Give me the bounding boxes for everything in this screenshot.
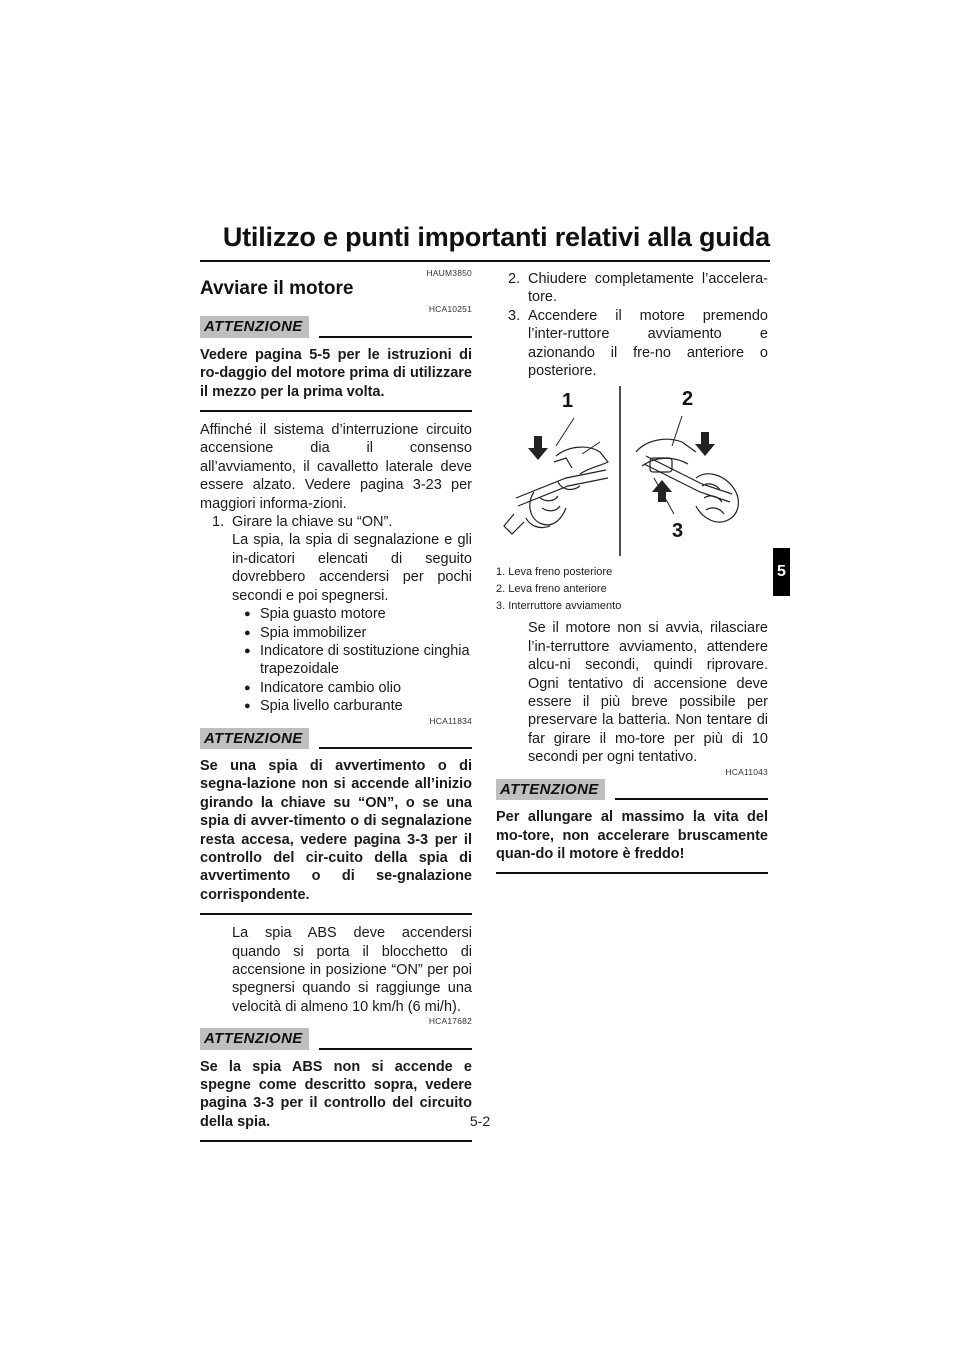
list-item <box>244 697 472 715</box>
list-item-text: Spia guasto motore <box>260 606 386 623</box>
list-item <box>244 642 472 679</box>
step-text: Chiudere completamente l’accelera-tore. <box>528 271 768 306</box>
step-text: Girare la chiave su “ON”. <box>232 514 393 531</box>
list-item-text: Indicatore cambio olio <box>260 679 402 696</box>
bullet-icon: ● <box>244 644 251 657</box>
hand-levers-drawing <box>496 386 768 562</box>
caution-rule <box>615 798 768 800</box>
step-text: Accendere il motore premendo l’inter-ruttore avviamento e azionando il fre-no anteriore o posteriore. <box>528 307 768 380</box>
abs-note: La spia ABS deve accendersi quando si porta il blocchetto di accensione in posizione “ON” per poi spegnersi quando si raggiunge una velocità di almeno 10 km/h (6 mi/h). <box>232 925 472 1015</box>
caution-end-rule <box>200 410 472 412</box>
list-item <box>244 624 472 642</box>
caution-rule <box>319 336 472 338</box>
step-number: 1. <box>212 514 225 531</box>
step-number: 2. <box>508 271 521 287</box>
figure-caption-2: 2. Leva freno anteriore <box>496 583 607 596</box>
bullet-icon: ● <box>244 626 251 639</box>
caution-rule <box>319 747 472 749</box>
caution-end-rule <box>200 1140 472 1142</box>
caution-code: HCA11834 <box>429 715 472 726</box>
caution-header <box>496 779 768 800</box>
caution-text: Per allungare al massimo la vita del mo-tore, non accelerare bruscamente quan-do il motore è freddo! <box>496 809 768 862</box>
page-title: Utilizzo e punti importanti relativi alla guida <box>222 222 770 252</box>
bullet-icon: ● <box>244 700 251 713</box>
figure-number-3: 3 <box>672 520 684 543</box>
step-number: 3. <box>508 307 521 324</box>
caution-text: Se la spia ABS non si accende e spegne come descritto sopra, vedere pagina 3-3 per il controllo del circuito della spia. <box>200 1058 472 1130</box>
intro-paragraph: Affinché il sistema d’interruzione circuito accensione dia il consenso all’avviamento, il cavalletto laterale deve essere alzato. Vedere pagina 3-23 per maggiori informa-zioni. <box>200 422 472 512</box>
retry-note: Se il motore non si avvia, rilasciare l’in-terruttore avviamento, attendere alcu-ni secondi, quindi riprovare. Ogni tentativo di accensione deve essere il più breve possibile per preservare la batteria. Non tentare di far girare il mo-tore per più di 10 secondi per ogni tentativo. <box>528 620 768 766</box>
figure-number-2: 2 <box>682 388 694 411</box>
caution-code: HCA10251 <box>428 304 472 315</box>
indicator-list <box>244 605 472 715</box>
caution-header <box>200 316 472 337</box>
list-item <box>244 605 472 623</box>
figure-caption-1: 1. Leva freno posteriore <box>496 566 613 579</box>
figure-number-1: 1 <box>562 390 574 413</box>
step-2 <box>496 270 768 307</box>
caution-label: ATTENZIONE <box>200 728 309 749</box>
caution-end-rule <box>496 872 768 874</box>
step-1 <box>200 513 472 531</box>
caution-header <box>200 1028 472 1049</box>
left-column <box>200 268 472 1151</box>
list-item-text: Spia immobilizer <box>260 624 367 641</box>
caution-rule <box>319 1048 472 1050</box>
list-item-text: Indicatore di sostituzione cinghia trapezoidale <box>260 642 470 678</box>
caution-text: Vedere pagina 5-5 per le istruzioni di ro-daggio del motore prima di utilizzare il mezzo per la prima volta. <box>200 346 472 400</box>
title-rule <box>200 260 770 262</box>
caution-header <box>200 728 472 749</box>
step-3 <box>496 307 768 381</box>
caution-label: ATTENZIONE <box>200 1028 309 1049</box>
section-code: HAUM3850 <box>426 268 472 278</box>
bullet-icon: ● <box>244 681 251 694</box>
list-item <box>244 679 472 697</box>
bullet-icon: ● <box>244 608 251 621</box>
section-heading: Avviare il motore <box>200 278 354 299</box>
list-item-text: Spia livello carburante <box>260 698 403 715</box>
caution-label: ATTENZIONE <box>496 779 605 800</box>
figure-caption-3: 3. Interruttore avviamento <box>496 600 622 613</box>
caution-label: ATTENZIONE <box>200 316 309 337</box>
caution-code: HCA17682 <box>428 1016 472 1027</box>
chapter-tab: 5 <box>773 548 790 596</box>
page-number: 5-2 <box>469 1113 491 1129</box>
caution-text: Se una spia di avvertimento o di segna-lazione non si accende all’inizio girando la chiave su “ON”, o se una spia di avver-timento o di segnalazione resta accesa, vedere pagina 3-3 per il controllo del cir-cuito della spia di avvertimento o di se-gnalazione corrispondente. <box>200 757 472 903</box>
caution-code: HCA11043 <box>725 766 768 777</box>
starter-illustration <box>496 386 768 562</box>
caution-end-rule <box>200 913 472 915</box>
right-column <box>496 270 768 883</box>
step-1-detail: La spia, la spia di segnalazione e gli in-dicatori elencati di seguito dovrebbero accendersi per pochi secondi e poi spegnersi. <box>232 532 472 604</box>
